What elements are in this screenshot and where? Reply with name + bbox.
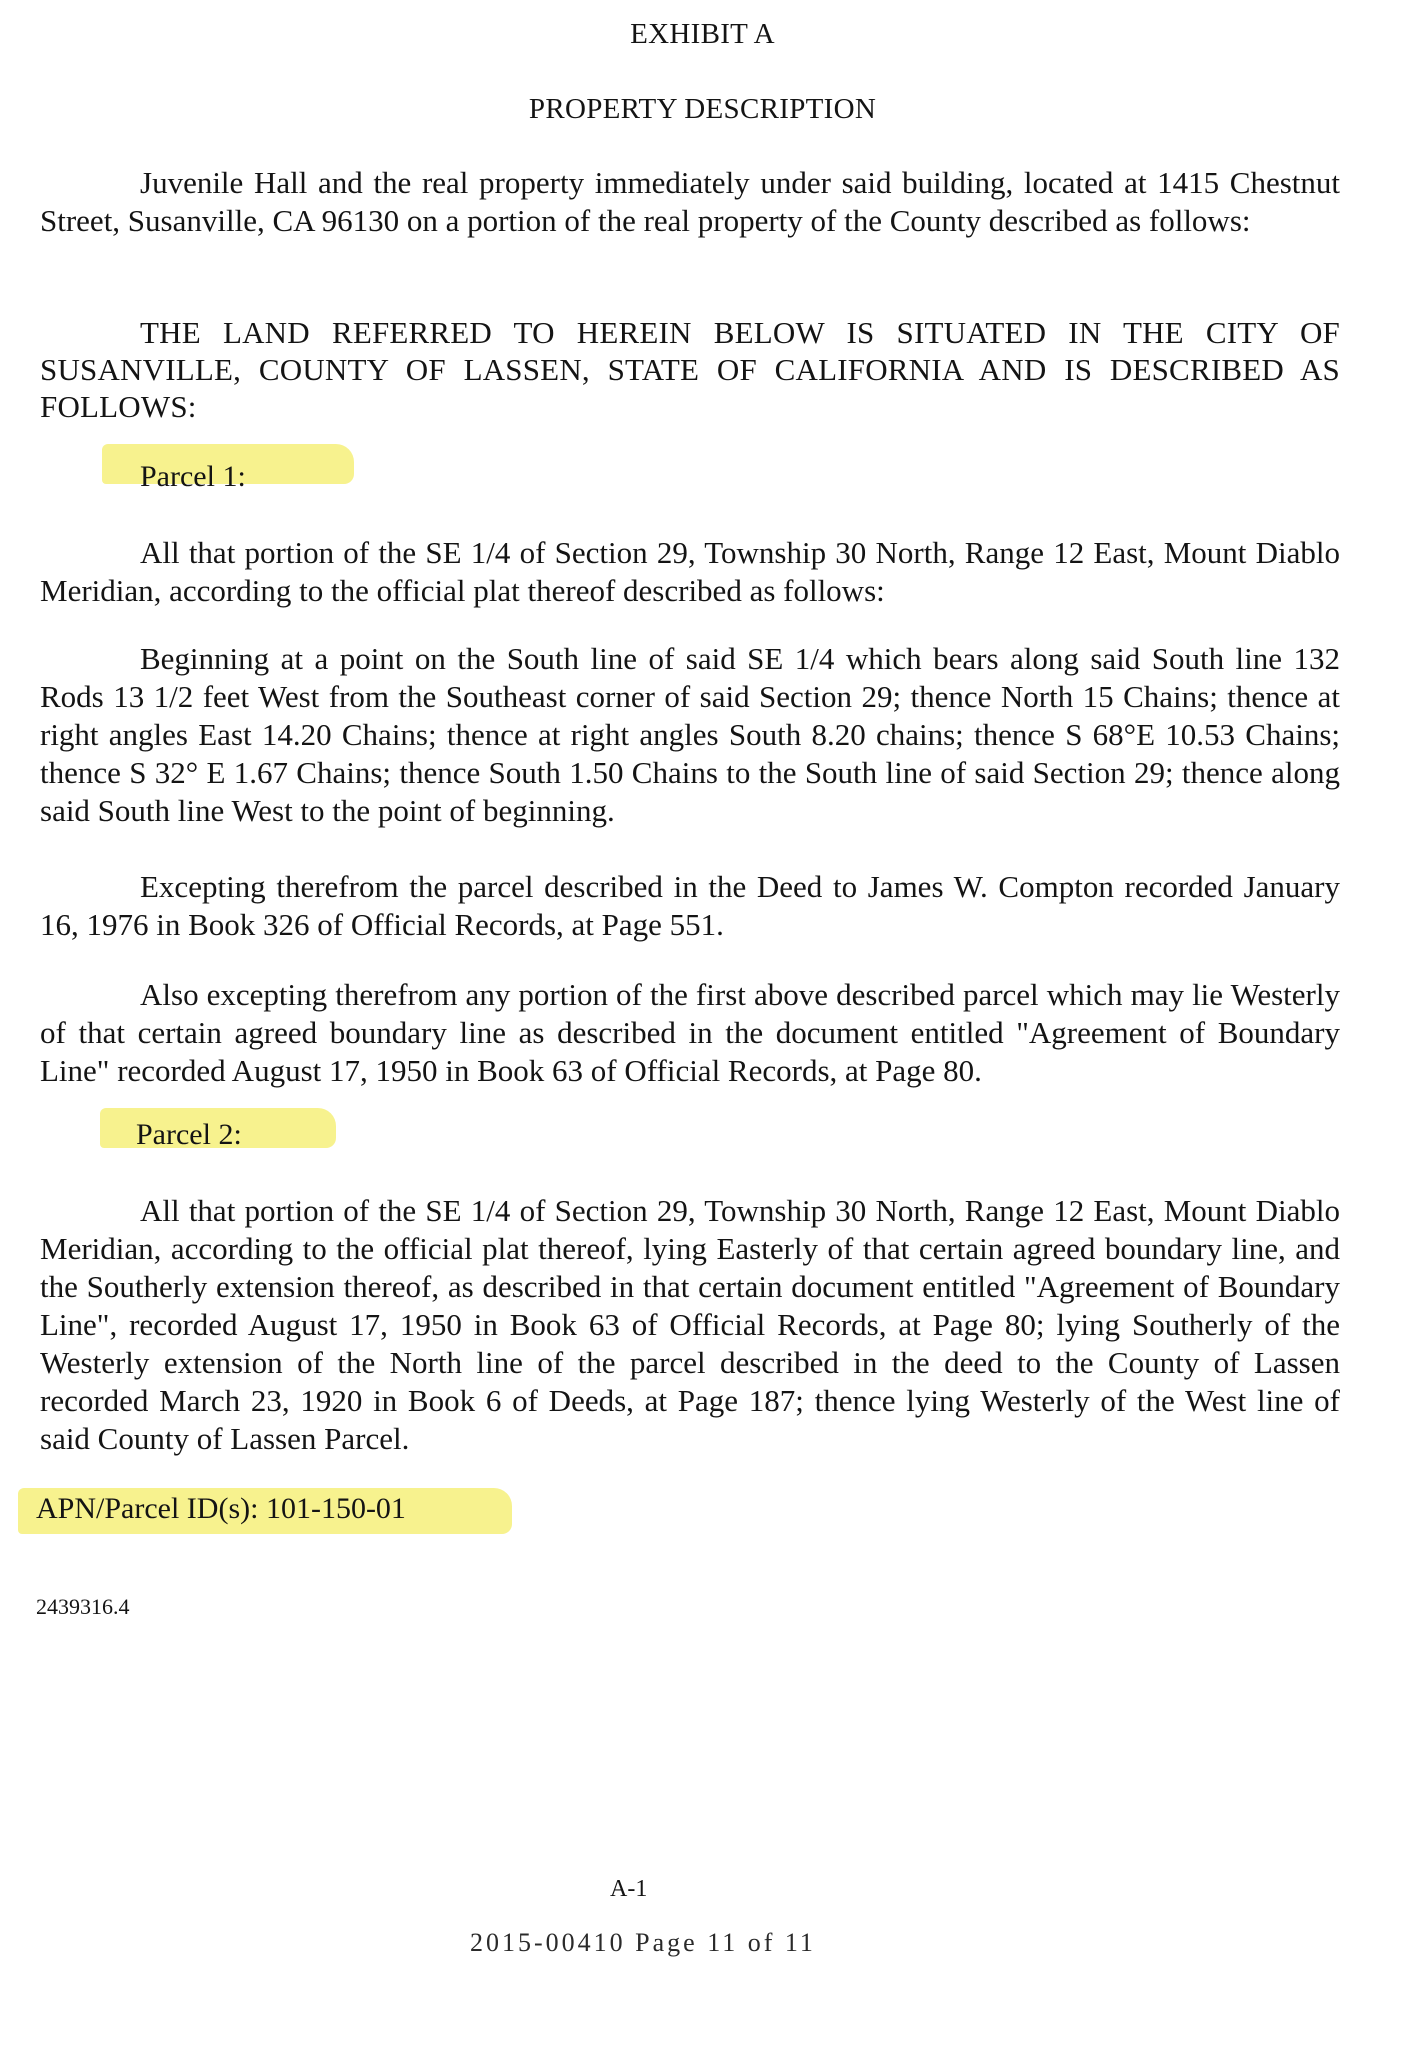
intro-paragraph: Juvenile Hall and the real property immediately under said building, located at 1415 Chestnut Street, Susanville, CA 96130 on a portion of the real property of the County described as follows:: [40, 165, 1340, 238]
page-label: A-1: [610, 1876, 648, 1902]
parcel1-description: All that portion of the SE 1/4 of Section 29, Township 30 North, Range 12 East, Mount Diablo Meridian, according to the official plat thereof described as follows:: [40, 535, 1340, 608]
section-title: PROPERTY DESCRIPTION: [528, 93, 877, 125]
parcel2-description: All that portion of the SE 1/4 of Section 29, Township 30 North, Range 12 East, Mount Diablo Meridian, according to the official plat thereof, lying Easterly of that certain agreed boundary line, and the Southerly extension thereof, as described in that certain document entitled "Agreement of Boundary Line", recorded August 17, 1950 in Book 63 of Official Records, at Page 80; lying Southerly of the Westerly extension of the North line of the parcel described in the deed to the County of Lassen recorded March 23, 1920 in Book 6 of Deeds, at Page 187; thence lying Westerly of the West line of said County of Lassen Parcel.: [40, 1193, 1340, 1456]
parcel1-label: Parcel 1:: [140, 460, 246, 493]
parcel1-beginning: Beginning at a point on the South line of said SE 1/4 which bears along said South line 132 Rods 13 1/2 feet West from the Southeast corner of said Section 29; thence North 15 Chains; thence at right angles East 14.20 Chains; thence at right angles South 8.20 chains; thence S 68°E 10.53 Chains; thence S 32° E 1.67 Chains; thence South 1.50 Chains to the South line of said Section 29; thence along said South line West to the point of beginning.: [40, 641, 1340, 828]
footer-recording-number: [470, 1928, 850, 1957]
land-statement: THE LAND REFERRED TO HEREIN BELOW IS SITUATED IN THE CITY OF SUSANVILLE, COUNTY OF LASSEN, STATE OF CALIFORNIA AND IS DESCRIBED AS FOLLOWS:: [40, 315, 1340, 424]
footer-recording-text: 2015-00410 Page 11 of 11: [470, 1928, 816, 1957]
parcel1-also-excepting: Also excepting therefrom any portion of the first above described parcel which may lie Westerly of that certain agreed boundary line as described in the document entitled "Agreement of Boundary Line" recorded August 17, 1950 in Book 63 of Official Records, at Page 80.: [40, 977, 1340, 1088]
apn-parcel-id: APN/Parcel ID(s): 101-150-01: [36, 1492, 406, 1525]
document-number: 2439316.4: [36, 1594, 130, 1619]
exhibit-title: EXHIBIT A: [630, 18, 775, 50]
parcel1-excepting: Excepting therefrom the parcel described in the Deed to James W. Compton recorded January 16, 1976 in Book 326 of Official Records, at Page 551.: [40, 869, 1340, 942]
parcel2-label: Parcel 2:: [136, 1118, 242, 1151]
